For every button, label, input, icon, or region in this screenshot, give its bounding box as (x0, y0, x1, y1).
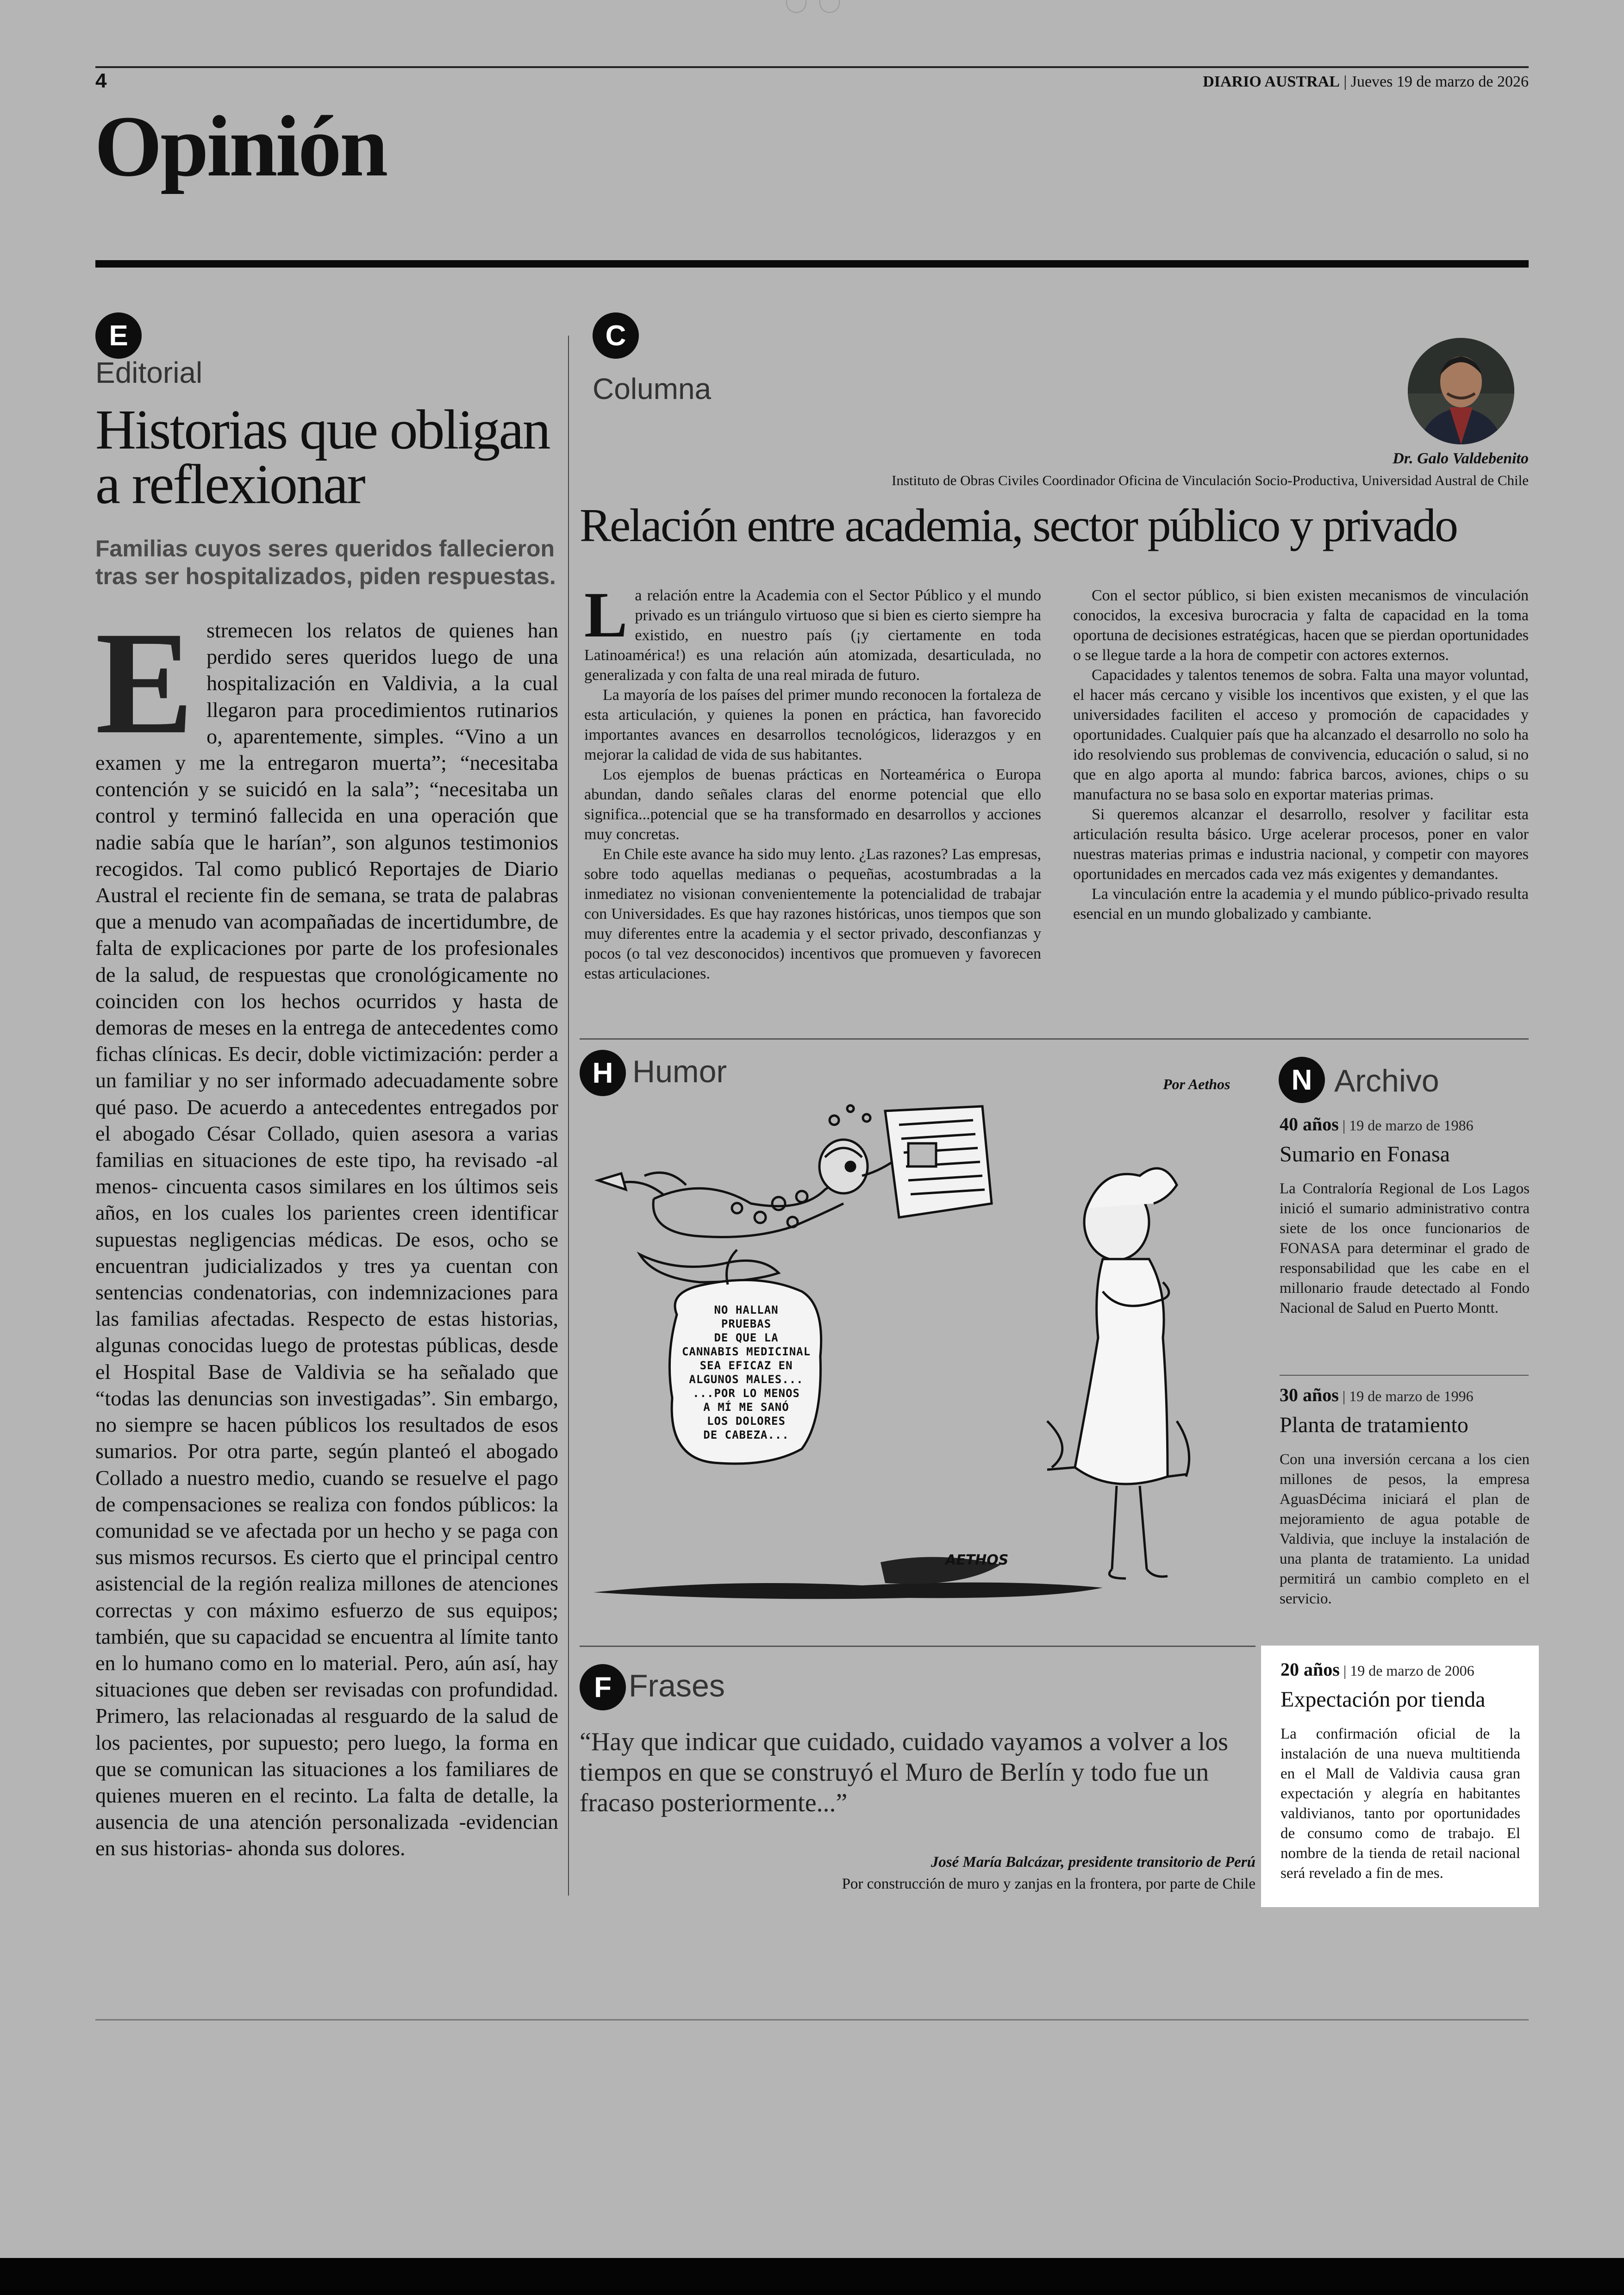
frases-label: Frases (629, 1668, 725, 1703)
masthead-date (1203, 73, 1529, 91)
bubble-line: SEA EFICAZ EN (700, 1359, 793, 1372)
paper-name: DIARIO AUSTRAL (1203, 73, 1340, 90)
archivo-item-date: 19 de marzo de 2006 (1350, 1662, 1474, 1679)
bubble-line: ...POR LO MENOS (693, 1387, 800, 1400)
issue-date: Jueves 19 de marzo de 2026 (1350, 73, 1529, 90)
columna-col1-p3: Los ejemplos de buenas prácticas en Norteamérica o Europa abundan, dando señales claras del enorme potencial que ello significa...potencial que se ha transformado en desarrollos y acciones muy concretas. (584, 766, 1041, 843)
columna-headline: Relación entre academia, sector público y privado (580, 499, 1457, 552)
frases-attribution: José María Balcázar, presidente transitorio de Perú (931, 1854, 1255, 1871)
top-page-control-right[interactable] (819, 0, 840, 13)
archivo-badge: N (1279, 1057, 1325, 1103)
author-photo-svg (1408, 338, 1514, 444)
columna-col1-p1 (584, 579, 1041, 685)
editorial-text: stremecen los relatos de quienes han perdido seres queridos luego de una hospitalización en Valdivia, a la cual llegaron para procedimientos rutinarios o, aparentemente, simples. “Vino a un examen y me la entregaron muerta”; “necesitaba contención y se suicidó en la sala”; “necesitaba un control y terminó fallecida en una operación que nadie sabía que le harían”, son algunos testimonios recogidos. Tal como publicó Reportajes de Diario Austral el reciente fin de semana, se trata de palabras que a menudo van acompañadas de incertidumbre, de falta de explicaciones por parte de los profesionales de la salud, de respuestas que cronológicamente no coinciden con los hechos ocurridos y hasta de demoras de meses en la entrega de antecedentes como fichas clínicas. Es decir, doble victimización: perder a un familiar y no ser informado adecuadamente sobre qué paso. De acuerdo a antecedentes entregados por el abogado César Collado, quien asesora a varias familias en situaciones de este tipo, ha revisado -al menos- cincuenta casos similares en los últimos seis años, en los cuales los parientes creen identificar supuestas negligencias médicas. De esos, ocho se encuentran judicializados y tres ya cuentan con sentencias condenatorias, con indemnizaciones para las familias afectadas. Respecto de estas historias, algunas conocidas luego de protestas públicas, desde el Hospital Base de Valdivia se ha señalado que “todas las denuncias son investigadas”. Sin embargo, no siempre se hacen públicos los resultados de esos sumarios. Por otra parte, según planteó el abogado Collado a nuestro medio, cuando se resuelve el pago de compensaciones se realiza con fondos públicos: la comunidad se ve afectada por un hecho y se paga con sus mismos recursos. Es cierto que el principal centro asistencial de la región realiza millones de atenciones correctas y con máximo esfuerzo de sus equipos; también, que su capacidad se encuentra al límite tanto en lo humano como en lo material. Pero, aún así, hay situaciones que deben ser revisadas con profundidad. Primero, las relacionadas al resguardo de la salud de los pacientes, por supuesto; pero luego, la forma en que se comunican las situaciones a los familiares de quienes mueren en el recinto. La falta de detalle, la ausencia de una atención personalizada -evidencian en sus historias- ahonda sus dolores. (95, 618, 558, 1860)
page-number: 4 (95, 69, 107, 92)
bottom-black-bar (0, 2258, 1624, 2295)
archivo-label: Archivo (1334, 1063, 1439, 1098)
archivo-item-3 (1261, 1646, 1539, 1907)
editorial-badge: E (95, 312, 142, 359)
columna-bottom-rule (580, 1038, 1529, 1040)
columna-badge: C (593, 312, 639, 359)
frases-context: Por construcción de muro y zanjas en la frontera, por parte de Chile (842, 1876, 1255, 1892)
archivo-item-title: Sumario en Fonasa (1280, 1142, 1450, 1166)
bubble-line: LOS DOLORES (707, 1415, 786, 1428)
columna-col1 (584, 579, 1041, 984)
archivo-rule-1 (1280, 1375, 1529, 1376)
archivo-item-1 (1280, 1113, 1530, 1318)
archivo-item-years: 20 años (1280, 1659, 1340, 1680)
archivo-item-date: 19 de marzo de 1996 (1349, 1388, 1474, 1404)
column-divider (568, 336, 569, 1896)
bubble-line: CANNABIS MEDICINAL (681, 1345, 811, 1358)
columna-author-name: Dr. Galo Valdebenito (1393, 450, 1529, 467)
humor-cartoon (584, 1097, 1255, 1615)
columna-author-affiliation: Instituto de Obras Civiles Coordinador Oficina de Vinculación Socio-Productiva, Universidad Austral de Chile (892, 472, 1529, 488)
humor-badge: H (580, 1050, 626, 1096)
bubble-line: DE CABEZA... (703, 1428, 789, 1441)
archivo-item-title: Planta de tratamiento (1280, 1413, 1468, 1437)
columna-col2-p3: Si queremos alcanzar el desarrollo, resolver y facilitar esta articulación resulta básico. Urge acelerar procesos, poner en valor nuestras materias primas e industria nacional, y competir con mayores oportunidades en mercados cada vez más exigentes y demandantes. (1073, 806, 1529, 883)
humor-credit: Por Aethos (1163, 1076, 1230, 1092)
columna-col1-p1-text: a relación entre la Academia con el Sector Público y el mundo privado es un triángulo virtuoso que si bien es cierto siempre ha existido, en nuestro país (¡y ciertamente en toda Latinoamérica!) es una relación aún atomizada, desarticulada, no generalizada y con falta de una real mirada de futuro. (584, 587, 1041, 684)
columna-col1-p2: La mayoría de los países del primer mundo reconocen la fortaleza de esta articulación, y quienes la ponen en práctica, han favorecido importantes avances en desarrollos tecnológicos, liderazgos y en mejorar la calidad de vida de sus habitantes. (584, 686, 1041, 763)
columna-col2 (1073, 586, 1529, 924)
bubble-line: PRUEBAS (721, 1317, 772, 1330)
date-separator: | (1343, 73, 1351, 90)
archivo-item-years: 30 años (1280, 1384, 1339, 1405)
bubble-line: NO HALLAN (714, 1303, 779, 1316)
archivo-item-text: La confirmación oficial de la instalación de una nueva multitienda en el Mall de Valdivia causa gran expectación y alegría en habitantes valdivianos, tanto por oportunidades de consumo como de trabajo. El nombre de la tienda de retail nacional será revelado a fin de mes. (1280, 1726, 1520, 1882)
top-page-control-left[interactable] (786, 0, 806, 13)
archivo-item-2 (1280, 1384, 1530, 1609)
editorial-label: Editorial (95, 356, 203, 389)
author-photo (1408, 338, 1514, 444)
frases-badge: F (580, 1664, 626, 1710)
archivo-item-sep: | (1338, 1388, 1349, 1404)
columna-dropcap: L (584, 579, 628, 651)
archivo-item-years: 40 años (1280, 1114, 1339, 1135)
bubble-line: DE QUE LA (714, 1331, 779, 1344)
cartoon-signature: AETHOS (945, 1552, 1009, 1568)
archivo-item-text: Con una inversión cercana a los cien millones de pesos, la empresa AguasDécima iniciará el plan de mejoramiento de agua potable de Valdivia, que incluye la instalación de una planta de tratamiento. La unidad permitirá un cambio completo en el servicio. (1280, 1451, 1530, 1607)
columna-col2-p2: Capacidades y talentos tenemos de sobra. Falta una mayor voluntad, el hacer más cercano y visible los incentivos que existen, y el que las universidades faciliten el acceso y promoción de capacidades y oportunidades. Cualquier país que ha alcanzado el desarrollo no solo ha ido resolviendo sus problemas de convivencia, educación o salud, si no que en algo aporta al mundo: fabrica barcos, aviones, chips o su manufactura no se basa solo en exportar materias primas. (1073, 667, 1529, 803)
footer-rule (95, 2019, 1529, 2021)
humor-bottom-rule (580, 1646, 1255, 1647)
archivo-item-title: Expectación por tienda (1280, 1687, 1486, 1712)
header-top-rule (95, 66, 1529, 68)
archivo-item-sep: | (1339, 1662, 1350, 1679)
frases-quote: “Hay que indicar que cuidado, cuidado vayamos a volver a los tiempos en que se construyó el Muro de Berlín y todo fue un fracaso posteriormente...” (580, 1727, 1229, 1817)
archivo-item-sep: | (1338, 1117, 1349, 1134)
editorial-deck: Familias cuyos seres queridos fallecieron tras ser hospitalizados, piden respuestas. (95, 536, 556, 589)
editorial-dropcap: E (95, 601, 194, 764)
humor-bubble-text (677, 1303, 816, 1442)
editorial-headline: Historias que obligan a reflexionar (95, 399, 550, 516)
columna-label: Columna (593, 372, 712, 405)
humor-label: Humor (632, 1054, 727, 1089)
section-heavy-rule (95, 260, 1529, 268)
archivo-item-text: La Contraloría Regional de Los Lagos inició el sumario administrativo contra siete de los once funcionarios de FONASA para determinar el grado de responsabilidad que les cabe en el millonario fraude detectado al Fondo Nacional de Salud en Puerto Montt. (1280, 1180, 1530, 1316)
bubble-line: ALGUNOS MALES... (689, 1373, 804, 1386)
columna-col2-p4: La vinculación entre la academia y el mundo público-privado resulta esencial en un mundo globalizado y cambiante. (1073, 886, 1529, 923)
bubble-line: A MÍ ME SANÓ (703, 1401, 789, 1414)
archivo-item-1-meta (1280, 1113, 1530, 1135)
columna-col1-p4: En Chile este avance ha sido muy lento. ¿Las razones? Las empresas, sobre todo aquellas medianas o pequeñas, acostumbradas a la inmediatez no visionan convenientemente la potencialidad de trabajar con Universidades. Es que hay razones históricas, unos tiempos que son muy diferentes entre la academia y el sector privado, desconfianzas y pocos (o tal vez desconocidos) incentivos que promueven y favorecen estas articulaciones. (584, 846, 1041, 982)
section-title: Opinión (94, 98, 387, 194)
archivo-item-3-meta (1280, 1659, 1520, 1680)
archivo-item-date: 19 de marzo de 1986 (1349, 1117, 1474, 1134)
editorial-body (95, 601, 558, 1862)
archivo-item-2-meta (1280, 1384, 1530, 1406)
columna-col2-p1: Con el sector público, si bien existen mecanismos de vinculación conocidos, la excesiva burocracia y falta de capacidad en la toma oportuna de decisiones estratégicas, hacen que se pierdan oportunidades o se llegue tarde a la hora de competir con actores externos. (1073, 587, 1529, 664)
